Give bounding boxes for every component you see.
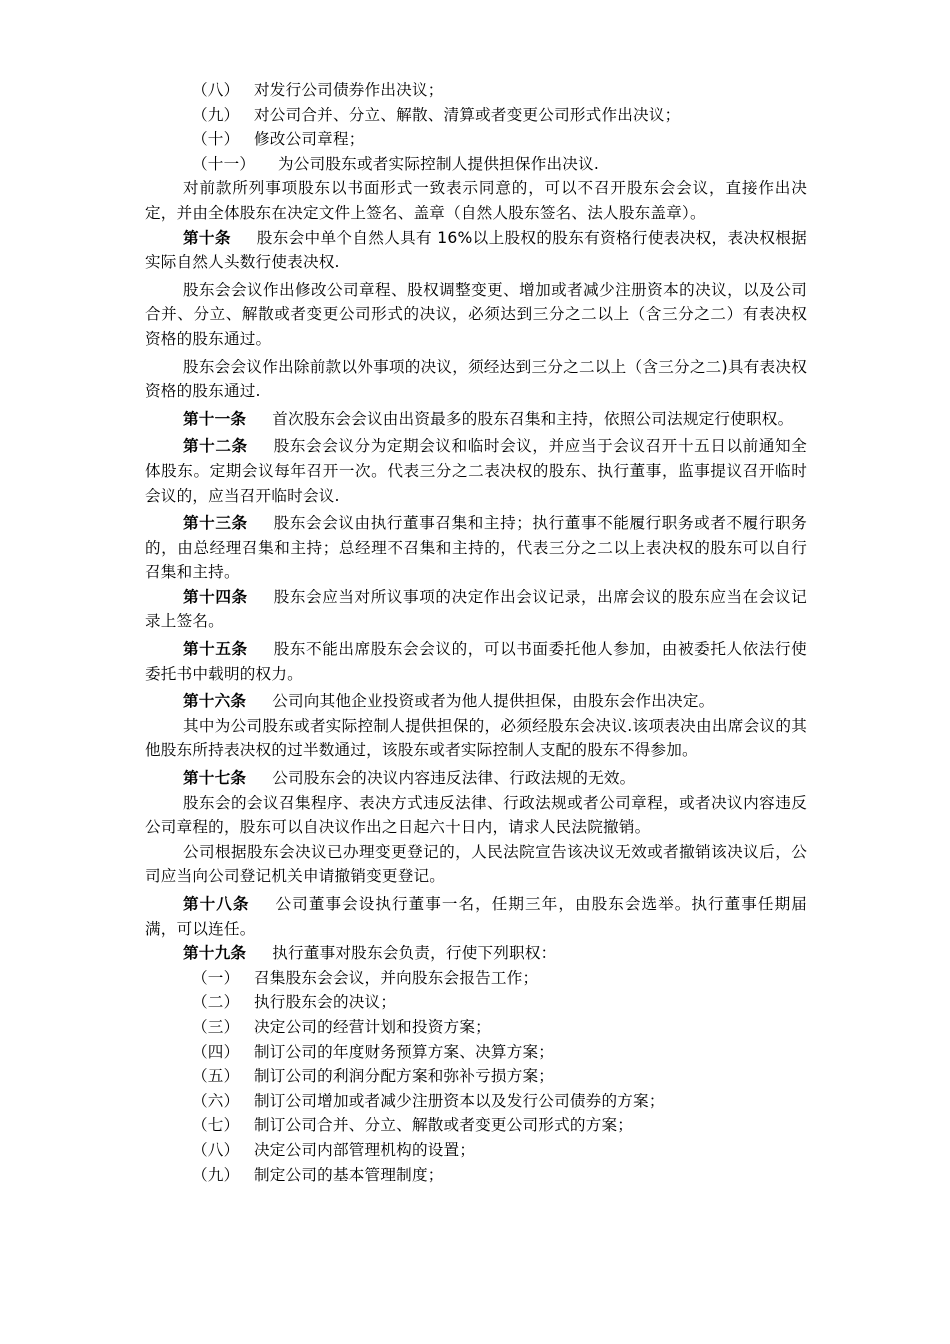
item-number: （二）: [192, 993, 240, 1012]
item-text: 修改公司章程；: [254, 130, 365, 149]
item-text: 决定公司的经营计划和投资方案；: [254, 1017, 491, 1036]
article-heading: 第十九条: [183, 944, 247, 963]
article-text: 股东会中单个自然人具有 16%以上股权的股东有资格行使表决权，表决权根据实际自然人头数行使表决权.: [145, 228, 807, 272]
article-heading: 第十三条: [183, 514, 248, 533]
article-10-paragraph-3: 股东会会议作出除前款以外事项的决议，须经达到三分之二以上（含三分之二)具有表决权资格的股东通过.: [145, 357, 807, 401]
item-number: （一）: [192, 968, 240, 987]
article-17-paragraph-2: 股东会的会议召集程序、表决方式违反法律、行政法规或者公司章程，或者决议内容违反公司章程的，股东可以自决议作出之日起六十日内，请求人民法院撤销。: [145, 793, 807, 837]
document-body: [145, 78, 807, 1187]
list-item: [192, 1015, 807, 1040]
item-text: 为公司股东或者实际控制人提供担保作出决议.: [278, 154, 600, 173]
item-text: 执行股东会的决议；: [254, 993, 397, 1012]
item-number: （五）: [192, 1067, 240, 1086]
article-text: 公司向其他企业投资或者为他人提供担保，由股东会作出决定。: [272, 692, 715, 711]
article-10-paragraph-2: 股东会会议作出修改公司章程、股权调整变更、增加或者减少注册资本的决议，以及公司合并、分立、解散或者变更公司形式的决议，必须达到三分之二以上（含三分之二）有表决权资格的股东通过。: [145, 280, 807, 348]
item-number: （四）: [192, 1042, 240, 1061]
list-item: [192, 1040, 807, 1065]
item-text: 召集股东会会议，并向股东会报告工作；: [254, 968, 539, 987]
article-16-paragraph-2: 其中为公司股东或者实际控制人提供担保的，必须经股东会决议.该项表决由出席会议的其他股东所持表决权的过半数通过，该股东或者实际控制人支配的股东不得参加。: [145, 716, 807, 760]
article-heading: 第十条: [183, 228, 231, 247]
powers-list-top: [145, 78, 807, 176]
article-text: 公司董事会设执行董事一名，任期三年，由股东会选举。执行董事任期届满，可以连任。: [145, 895, 807, 938]
article-heading: 第十六条: [183, 692, 247, 711]
article-text: 股东不能出席股东会会议的，可以书面委托他人参加，由被委托人依法行使委托书中载明的权力。: [145, 640, 807, 683]
item-text: 对发行公司债券作出决议；: [254, 81, 444, 99]
paragraph-unanimous-consent: 对前款所列事项股东以书面形式一致表示同意的，可以不召开股东会会议，直接作出决定，并由全体股东在决定文件上签名、盖章（自然人股东签名、法人股东盖章）。: [145, 179, 807, 222]
article-14: [145, 585, 807, 634]
article-text: 首次股东会会议由出资最多的股东召集和主持，依照公司法规定行使职权。: [272, 409, 794, 428]
article-10: [145, 226, 807, 275]
item-number: （七）: [192, 1116, 240, 1135]
article-heading: 第十五条: [183, 640, 248, 659]
article-12: [145, 434, 807, 508]
list-item: [192, 1064, 807, 1089]
list-item: [192, 152, 807, 177]
list-item: [192, 1138, 807, 1163]
list-item: [192, 990, 807, 1015]
item-number: （三）: [192, 1017, 240, 1036]
article-heading: 第十七条: [183, 769, 247, 788]
item-number: （八）: [192, 81, 240, 99]
article-text: 股东会会议分为定期会议和临时会议，并应当于会议召开十五日以前通知全体股东。定期会议每年召开一次。代表三分之二表决权的股东、执行董事，监事提议召开临时会议的，应当召开临时会议.: [145, 437, 807, 505]
item-number: （九）: [192, 1165, 240, 1184]
item-text: 制订公司的利润分配方案和弥补亏损方案；: [254, 1067, 555, 1086]
item-text: 制订公司增加或者减少注册资本以及发行公司债券的方案；: [254, 1091, 665, 1110]
article-17-paragraph-3: 公司根据股东会决议已办理变更登记的，人民法院宣告该决议无效或者撤销该决议后，公司应当向公司登记机关申请撤销变更登记。: [145, 842, 807, 886]
list-item: [192, 1113, 807, 1138]
item-number: （六）: [192, 1091, 240, 1110]
item-number: （八）: [192, 1140, 240, 1159]
item-text: 制订公司的年度财务预算方案、决算方案；: [254, 1042, 555, 1061]
list-item: [192, 103, 807, 128]
item-text: 制定公司的基本管理制度；: [254, 1165, 444, 1184]
item-text: 制订公司合并、分立、解散或者变更公司形式的方案；: [254, 1116, 634, 1135]
powers-list-bottom: [145, 966, 807, 1187]
list-item: [192, 966, 807, 991]
article-17: [145, 766, 807, 791]
item-text: 对公司合并、分立、解散、清算或者变更公司形式作出决议；: [254, 105, 681, 124]
list-item: [192, 127, 807, 152]
article-text: 股东会应当对所议事项的决定作出会议记录，出席会议的股东应当在会议记录上签名。: [145, 587, 807, 631]
list-item: [192, 78, 807, 103]
article-16: [145, 689, 807, 714]
article-18: [145, 892, 807, 941]
article-heading: 第十四条: [183, 587, 248, 606]
item-number: （十）: [192, 130, 240, 149]
article-15: [145, 637, 807, 686]
article-11: [145, 407, 807, 432]
article-text: 执行董事对股东会负责，行使下列职权：: [272, 944, 557, 963]
article-heading: 第十八条: [183, 895, 250, 913]
article-heading: 第十二条: [183, 437, 248, 456]
item-text: 决定公司内部管理机构的设置；: [254, 1140, 476, 1159]
article-heading: 第十一条: [183, 409, 247, 428]
item-number: （十一）: [192, 154, 256, 173]
article-text: 股东会会议由执行董事召集和主持；执行董事不能履行职务或者不履行职务的，由总经理召集和主持；总经理不召集和主持的，代表三分之二以上表决权的股东可以自行召集和主持。: [145, 514, 807, 582]
article-text: 公司股东会的决议内容违反法律、行政法规的无效。: [272, 769, 636, 788]
item-number: （九）: [192, 105, 240, 124]
article-13: [145, 511, 807, 585]
list-item: [192, 1089, 807, 1114]
article-19: [145, 941, 807, 966]
list-item: [192, 1163, 807, 1188]
